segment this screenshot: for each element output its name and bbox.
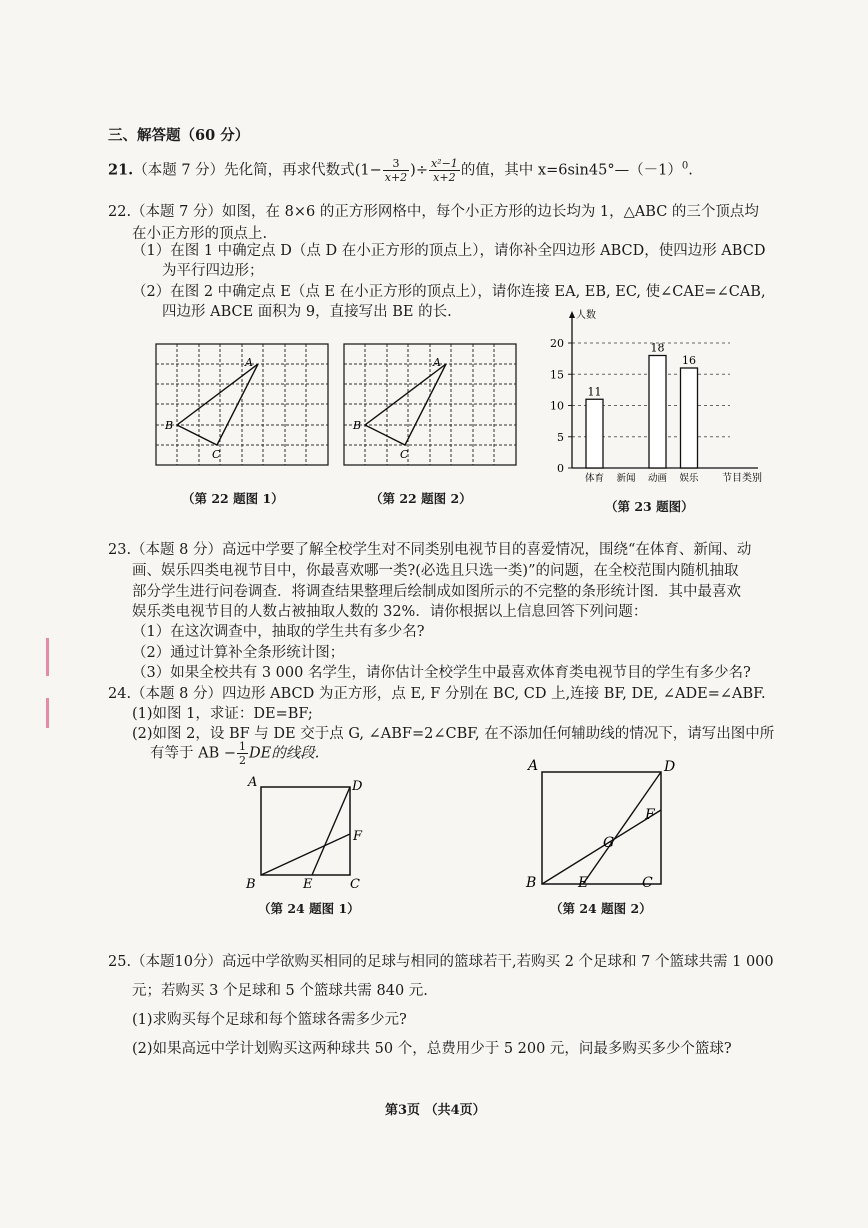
svg-text:B: B [526,875,537,891]
q22-line2: 在小正方形的顶点上. [132,226,268,242]
svg-text:D: D [352,779,363,794]
section-heading: 三、解答题（60 分） [108,127,250,144]
q22-fig1-label-c: C [212,448,221,461]
chart-y-tick-label: 5 [557,430,564,444]
svg-text:C: C [350,877,360,892]
q22-fig2-label-c: C [400,448,409,461]
svg-text:D: D [664,759,676,775]
chart-data-label: 16 [682,354,696,367]
q24-fig1-caption: （第 24 题图 1） [258,901,360,916]
chart-category-label: 动画 [647,473,668,484]
q21-exponent: 0 [681,160,689,172]
q25-line2: 元；若购买 3 个足球和 5 个篮球共需 840 元. [132,983,428,999]
chart-data-label: 18 [650,341,665,355]
chart-bar-动画 [649,356,666,469]
q21-text-after: 的值，其中 x=6sin45°—（－1） [460,162,682,179]
svg-text:F: F [645,807,655,823]
svg-text:E: E [303,877,313,892]
q23-line3: 部分学生进行问卷调查．将调查结果整理后绘制成如图所示的不完整的条形统计图．其中最喜欢 [132,584,741,600]
q24-part1: (1)如图 1，求证：DE=BF; [132,706,313,722]
q24-line1: 24.（本题 8 分）四边形 ABCD 为正方形，点 E, F 分别在 BC, CD 上,连接 BF, DE, ∠ADE=∠ABF. [108,686,766,702]
q23-line4: 娱乐类电视节目的人数占被抽取人数的 32%．请你根据以上信息回答下列问题： [132,604,648,620]
q23-chart-caption: （第 23 题图） [605,499,694,514]
q21-text-before: （本题 7 分）先化简，再求代数式 [133,162,355,179]
q24-fig2-segment-bf [542,810,661,884]
q25-line1: 25.（本题10分）高远中学欲购买相同的足球与相同的篮球若干,若购买 2 个足球和 7 个篮球共需 1 000 [108,954,774,970]
q22-fig2-caption: （第 22 题图 2） [370,491,472,506]
q24-fig2-caption: （第 24 题图 2） [550,901,652,916]
svg-text:C: C [642,875,653,891]
page-footer: 第3页 （共4页） [385,1103,486,1118]
q22-line1: 22.（本题 7 分）如图，在 8×6 的正方形网格中，每个小正方形的边长均为 1，△ABC 的三个顶点均 [108,204,759,220]
q24-figure-1 [240,770,370,895]
q22-figure-2 [338,338,523,472]
q22-fig1-caption: （第 22 题图 1） [182,491,284,506]
chart-y-tick-label: 15 [550,368,564,382]
q23-line1: 23.（本题 8 分）高远中学要了解全校学生对不同类别电视节目的喜爱情况，围绕“在体育、新闻、动 [108,542,752,558]
q23-part3: （3）如果全校共有 3 000 名学生，请你估计全校学生中最喜欢体育类电视节目的学生有多少名? [132,665,751,681]
svg-text:E: E [578,875,589,891]
chart-bar-娱乐 [681,368,698,468]
chart-x-axis-label: 节目类别 [722,473,762,484]
q22-fig2-label-a: A [433,356,441,369]
q22-fig1-label-b: B [165,419,174,432]
q22-part2-line2: 四边形 ABCE 面积为 9，直接写出 BE 的长. [162,304,452,320]
chart-bar-体育 [586,399,603,468]
chart-y-axis-label: 人数 [576,310,596,321]
q21-fraction-1: $\frac{3}{x+2}$ [384,157,408,184]
chart-y-arrow [569,311,575,318]
q24-part2-line1: (2)如图 2，设 BF 与 DE 交于点 G, ∠ABF=2∠CBF, 在不添加任何辅助线的情况下，请写出图中所 [132,726,775,742]
q22-fig1-label-a: A [245,356,253,369]
chart-y-tick-label: 0 [557,462,564,475]
q22-part1-line1: （1）在图 1 中确定点 D（点 D 在小正方形的顶点上），请你补全四边形 ABCD，使四边形 ABCD [132,243,766,259]
q24-part2-line2: 有等于 AB − $\frac{1}{2}$ DE的线段. [150,740,320,767]
chart-y-tick-label: 10 [550,399,564,413]
q21-fraction-2: $\frac{\text{x²−1}}{x+2}$ [430,157,458,184]
q23-part1: （1）在这次调查中，抽取的学生共有多少名? [132,624,425,640]
q24-figure-2 [522,756,676,896]
q24-fig1-segment-de [312,787,350,875]
svg-text:A: A [248,775,258,790]
q23-part2: （2）通过计算补全条形统计图； [132,645,345,661]
chart-category-label: 新闻 [616,473,636,484]
question-21: 21.（本题 7 分）先化简，再求代数式(1− $\frac{3}{x+2}$ )÷ $\frac{\text{x²−1}}{x+2}$ 的值，其中 $x=6\sin 45^\circ—(-1)^0$. [108,157,693,184]
q23-bar-chart [540,306,780,490]
q25-part1: (1)求购买每个足球和每个篮球各需多少元? [132,1012,407,1028]
q23-line2: 画、娱乐四类电视节目中，你最喜欢哪一类?(必选且只选一类)”的问题，在全校范围内随机抽取 [132,563,739,579]
q21-number: 21. [108,161,134,179]
chart-data-label: 11 [587,385,602,399]
chart-y-tick-label: 20 [550,337,564,350]
q22-figure-1 [150,338,335,472]
svg-text:G: G [603,835,615,851]
q22-part2-line1: （2）在图 2 中确定点 E（点 E 在小正方形的顶点上），请你连接 EA, EB, EC, 使∠CAE=∠CAB, [132,284,766,300]
chart-category-label: 体育 [584,473,605,484]
q24-fig1-segment-bf [261,834,350,875]
svg-text:B: B [246,877,256,892]
q22-fig2-label-b: B [353,419,362,432]
chart-category-label: 娱乐 [679,473,699,484]
svg-text:F: F [353,829,363,844]
q24-fig2-segment-de [583,772,661,884]
q22-part1-line2: 为平行四边形； [162,263,264,279]
svg-text:A: A [528,758,539,774]
q25-part2: (2)如果高远中学计划购买这两种球共 50 个，总费用少于 5 200 元，问最多购买多少个篮球? [132,1041,732,1057]
